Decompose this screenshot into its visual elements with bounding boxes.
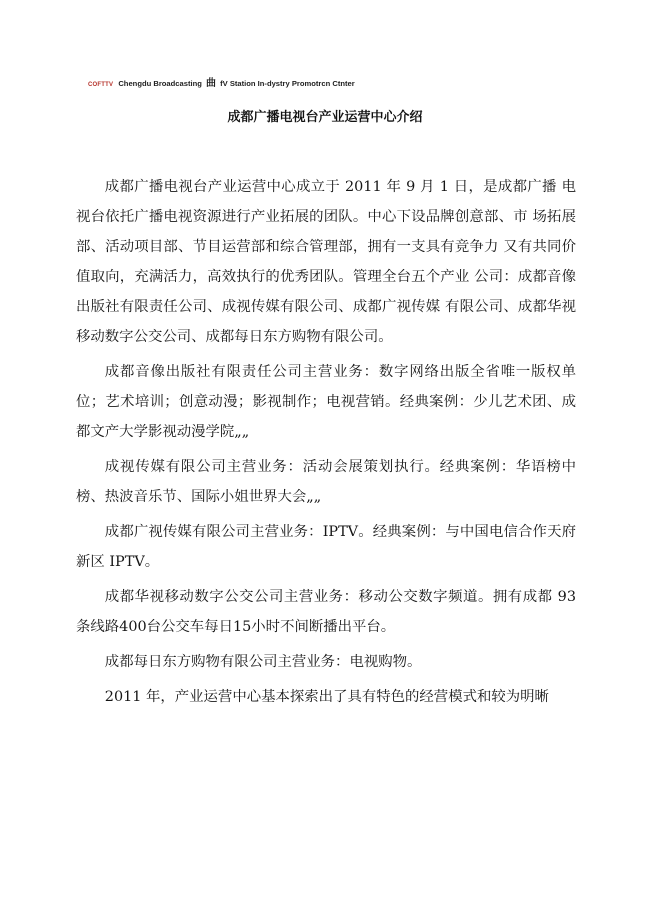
paragraph-intro: 成都广播电视台产业运营中心成立于 2011 年 9 月 1 日，是成都广播 电视台依托广播电视资源进行产业拓展的团队。中心下设品牌创意部、市 场拓展部、活动项目部、节目运营部和综合管理部，拥有一支具有竞争力 又有共同价值取向，充满活力，高效执行的优秀团队。管理全台五个产业 公司：成都音像出版社有限责任公司、成视传媒有限公司、成都广视传媒 有限公司、成都华视移动数字公交公司、成都每日东方购物有限公司。 bbox=[76, 179, 576, 345]
letterhead-right-text: fV Station In-dystry Promotrcn Ctnter bbox=[220, 79, 355, 88]
document-title: 成都广播电视台产业运营中心介绍 bbox=[227, 110, 423, 125]
paragraph-2011-summary: 2011 年，产业运营中心基本探索出了具有特色的经营模式和较为明晰 bbox=[104, 689, 549, 705]
paragraph-audio-video-publisher: 成都音像出版社有限责任公司主营业务：数字网络出版全省唯一版权单位；艺术培训；创意动漫；影视制作；电视营销。经典案例：少儿艺术团、成都文产大学影视动漫学院„„ bbox=[76, 364, 576, 440]
paragraph-huashi-mobile-bus: 成都华视移动数字公交公司主营业务：移动公交数字频道。拥有成都 93 条线路400台公交车每日15小时不间断播出平台。 bbox=[76, 589, 576, 635]
paragraph-chengshi-media: 成视传媒有限公司主营业务：活动会展策划执行。经典案例：华语榜中榜、热波音乐节、国际小姐世界大会„„ bbox=[76, 459, 576, 505]
paragraph-daily-oriental-shopping: 成都每日东方购物有限公司主营业务：电视购物。 bbox=[104, 654, 422, 670]
letterhead-glyph: 曲 bbox=[206, 78, 216, 89]
logo-text: COFTTV bbox=[88, 82, 114, 88]
paragraph-guangshi-media: 成都广视传媒有限公司主营业务：IPTV。经典案例：与中国电信合作天府新区 IPTV。 bbox=[76, 524, 576, 570]
letterhead-left-text: Chengdu Broadcasting bbox=[118, 79, 202, 88]
document-body bbox=[76, 172, 576, 717]
letterhead bbox=[88, 74, 568, 89]
